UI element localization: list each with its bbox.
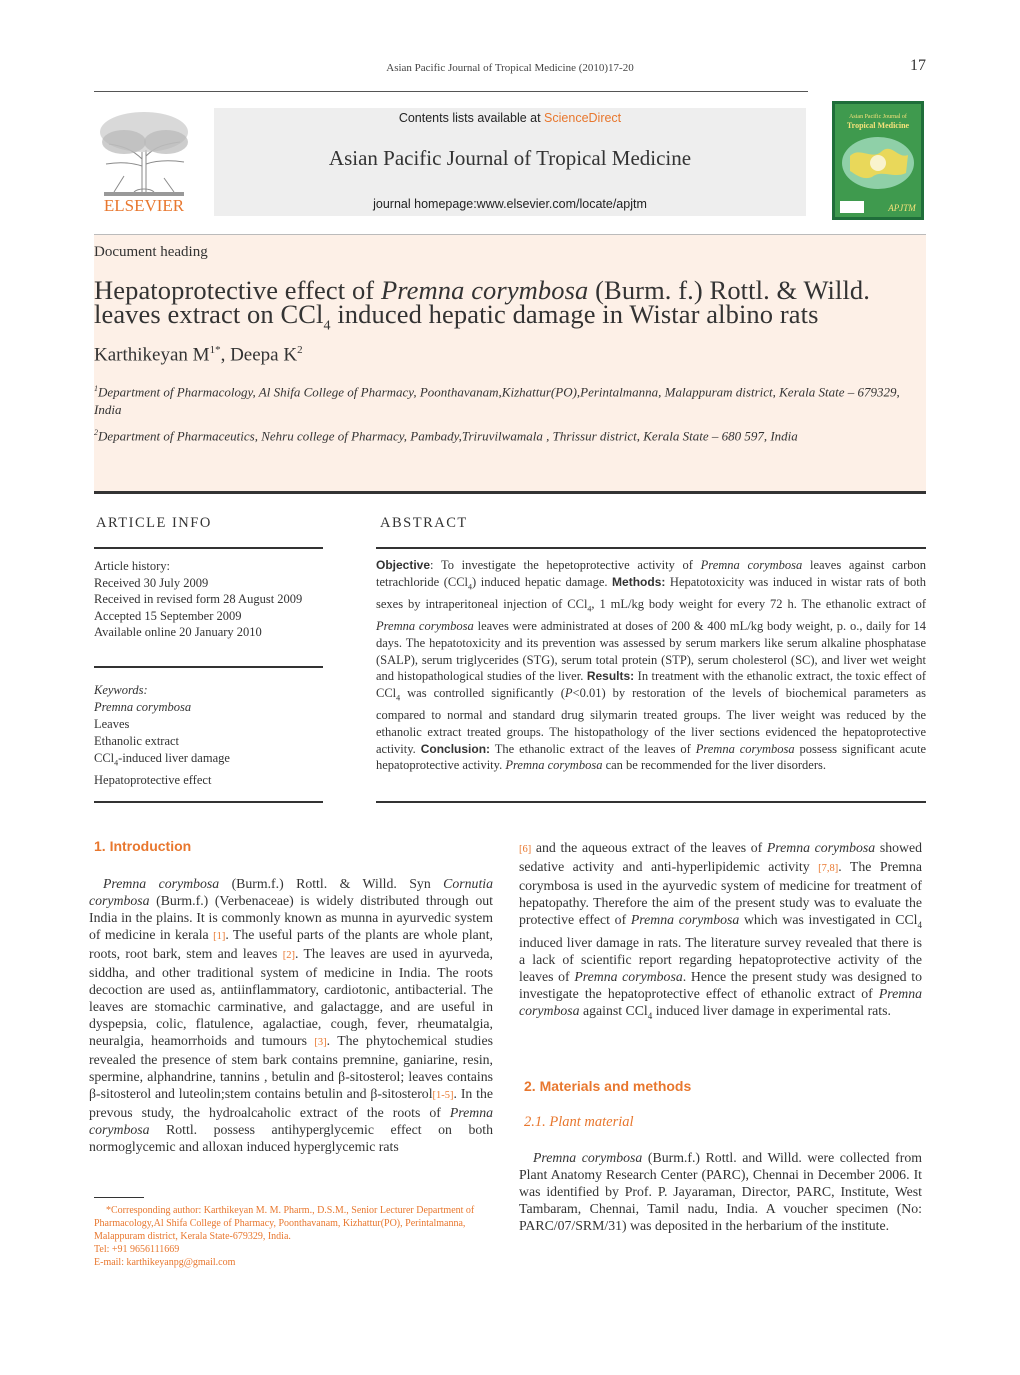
title-panel-rule [94,234,926,235]
page-number: 17 [910,57,926,74]
email-link[interactable]: E-mail: karthikeyanpg@gmail.com [94,1257,236,1268]
journal-title: Asian Pacific Journal of Tropical Medicine [328,146,692,170]
article-info-rule-bottom [94,801,323,803]
citation-link[interactable]: [1-5] [432,1090,454,1101]
abstract-text: Objective: To investigate the hepetoprotective activity of Premna corymbosa leaves against carbon tetrachloride (CCl$_4$) induced hepatic damage. Methods: Hepatotoxicity was induced in wistar rats of both sexes by intraperitoneal injection of CCl$_4$, 1 mL/kg body weight for every 72 h. The ethanolic extract of Premna corymbosa leaves were administrated at doses of 200 & 400 mL/kg body weight, p. o., daily for 14 days. The hepatotoxicity and its prevention was assessed by serum markers like serum alkaline phosphatase (SALP), serum triglycerides (STG), serum total protein (STP), serum cholesterol (SC), and liver wet weight and histopathological studies of the liver. Results: In treatment with the ethanolic extract, the toxic effect of CCl$_4$ was controlled significantly (P<0.01) by restoration of the levels of biochemical parameters as compared to normal and standard drug silymarin treated groups. The liver weight was reduced by the ethanolic extract treated groups. The histopathology of the liver sections evidenced the hepatoprotective activity. Conclusion: The ethanolic extract of the leaves of Premna corymbosa possess significant acute hepatoprotective activity. Premna corymbosa can be recommended for the liver disorders. [376,558,926,773]
journal-homepage[interactable]: journal homepage:www.elsevier.com/locate/apjtm [373,197,647,211]
affiliation-1: $^1$Department of Pharmacology, Al Shifa College of Pharmacy, Poonthavanam,Kizhattur(PO),Perintalmanna, Malappuram district, Kerala State – 679329, India [94,384,900,418]
title-bottom-rule [94,491,926,494]
svg-text:Tropical Medicine: Tropical Medicine [846,121,910,130]
methods-heading: 2. Materials and methods [524,1078,692,1094]
journal-cover [832,101,924,220]
journal-cover-image [832,101,924,220]
introduction-text-col2: [6] and the aqueous extract of the leaves of Premna corymbosa showed sedative activity and anti-hyperlipidemic activity [7,8]. The Premna corymbosa is used in the ayurvedic system of medicine for treatment of hepatopathy. Therefore the aim of the present study was to evaluate the protective effect of Premna corymbosa which was investigated in CCl$_4$ induced liver damage in rats. The literature survey revealed that there is a lack of scientific report regarding hepatoprotective activity of the leaves of Premna corymbosa. Hence the present study was designed to investigate the hepatoprotective effect of ethanolic extract of Premna corymbosa against CCl$_4$ induced liver damage in experimental rats. [519,840,922,1021]
article-title: Hepatoprotective effect of Premna corymbosa (Burm. f.) Rottl. & Willd. leaves extract on CCl$_4$ induced hepatic damage in Wistar albino rats [94,275,870,334]
article-info-label: ARTICLE INFO [96,515,212,531]
running-head: Asian Pacific Journal of Tropical Medicine (2010)17-20 [386,62,634,74]
footnote-rule [94,1197,144,1198]
keywords: Keywords: Premna corymbosa Leaves Ethanolic extract CCl$_4$-induced liver damage Hepatoprotective effect [94,683,230,787]
svg-text:APJTM: APJTM [888,203,916,213]
corresponding-author-footnote: *Corresponding author: Karthikeyan M. M. Pharm., D.S.M., Senior Lecturer Department of Pharmacology,Al Shifa College of Pharmacy, Poonthavanam, Kizhattur(PO), Perintalmanna, Malappuram district, Kerala State-679329, India. Tel: +91 9656111669 E-mail: karthikeyanpg@gmail.com [94,1204,494,1269]
abstract-rule-bottom [376,801,926,803]
plant-material-text: Premna corymbosa (Burm.f.) Rottl. and Willd. were collected from Plant Anatomy Research Center (PARC), Chennai in December 2006. It was identified by Prof. P. Jayaraman, Director, PARC, Institute, West Tambaram, Chennai, Tamil nadu, India. A voucher specimen (No: PARC/07/SRM/31) was deposited in the herbarium of the institute. [519,1150,922,1233]
svg-text:ELSEVIER: ELSEVIER [103,196,185,215]
citation-link[interactable]: [2] [282,950,295,961]
introduction-heading: 1. Introduction [94,838,192,854]
sciencedirect-link[interactable]: ScienceDirect [544,111,622,125]
introduction-text-col1: Premna corymbosa (Burm.f.) Rottl. & Willd. Syn Cornutia corymbosa (Burm.f.) (Verbenaceae) is widely distributed through out India in the plains. It is commonly known as munna in ayurvedic system of medicine in kerala [1]. The useful parts of the plants are whole plant, roots, root bark, stem and leaves [2]. The leaves are used in ayurveda, siddha, and other traditional system of medicine in India. The roots decoction are used as, antiinflammatory, cardiotonic, antibacterial. The leaves are stomachic carminative, and galactagge, and are useful in dyspepsia, colic, flatulence, agalactiae, cough, fever, rheumatalgia, neuralgia, heamorrhoids and tumours [3]. The phytochemical studies revealed the presence of stem bark contains premnine, ganiarine, resin, spermine, alphandrine, tannins , betulin and β-sitosterol; leaves contains β-sitosterol and luteolin;stem contains betulin and β-sitosterol[1-5]. In the prevous study, the hydroalcaholic extract of the roots of Premna corymbosa Rottl. possess antihyperglycemic effect on both normoglycemic and alloxan induced hyperglycemic rats [89,876,494,1154]
citation-link[interactable]: [7,8] [818,863,839,874]
document-heading: Document heading [94,244,208,260]
contents-line: Contents lists available at ScienceDirect [398,111,622,125]
abstract-label: ABSTRACT [380,515,468,531]
citation-link[interactable]: [3] [314,1037,327,1048]
authors: Karthikeyan $M^{1*}$, Deepa $K^2$ [94,344,303,366]
plant-material-heading: 2.1. Plant material [524,1114,634,1130]
elsevier-tree-icon [94,104,194,216]
citation-link[interactable]: [6] [519,844,532,855]
article-history: Article history: Received 30 July 2009 Received in revised form 28 August 2009 Accepted 15 September 2009 Available online 20 January 2010 [94,559,303,639]
elsevier-logo [94,104,194,216]
citation-link[interactable]: [1] [213,931,226,942]
svg-text:Asian Pacific Journal of: Asian Pacific Journal of [849,114,907,120]
header-rule [94,91,808,92]
affiliation-2: $^2$Department of Pharmaceutics, Nehru college of Pharmacy, Pambady,Triruvilwamala , Thrissur district, Kerala State – 680 597, India [94,428,798,444]
article-info-rule-mid [94,666,323,668]
abstract-rule-top [376,547,926,549]
article-info-rule-top [94,547,323,549]
